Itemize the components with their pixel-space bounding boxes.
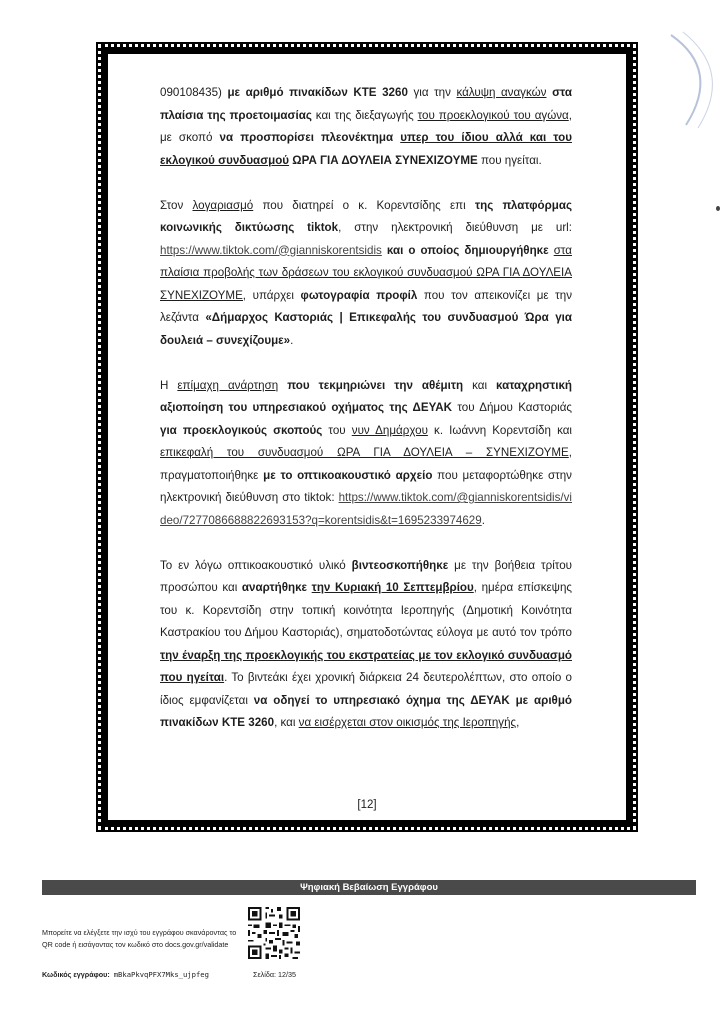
text-span: Στον (160, 198, 193, 212)
text-span: που ηγείται. (477, 153, 542, 167)
text-span: στα πλαίσια της προετοιμασίας (160, 86, 572, 122)
text-span: να προσπορίσει πλεονέκτημα (219, 131, 394, 144)
text-span: . Το βιντεάκι έχει χρονική διάρκεια 24 δευτερολέπτων, στο οποίο ο ίδιος εμφανίζεται (160, 671, 572, 707)
document-code-label: Κωδικός εγγράφου: (42, 970, 110, 979)
text-span: Η (160, 378, 178, 392)
text-span: της πλατφόρμας κοινωνικής δικτύωσης tiktok (160, 198, 572, 234)
document-code (42, 970, 209, 979)
text-span: να εισέρχεται στον οικισμός της Ιεροπηγής (298, 716, 517, 729)
page-border-frame (96, 42, 638, 832)
text-span: επίμαχη ανάρτηση (177, 378, 279, 392)
text-span: για προεκλογικούς σκοπούς (160, 423, 323, 437)
document-code-value: mBkaPkvqPFX7Mks_ujpfeg (113, 970, 209, 979)
paragraph-4 (160, 555, 572, 735)
text-span: Το εν λόγω οπτικοακουστικό υλικό (160, 558, 352, 572)
text-span: με το οπτικοακουστικό αρχείο (263, 468, 433, 482)
paragraph-2 (160, 195, 572, 353)
document-text (160, 82, 572, 757)
text-span: κ. Ιωάννη Κορεντσίδη και (427, 423, 573, 437)
text-span: του προεκλογικού του αγώνα (417, 108, 569, 122)
text-span: με αριθμό πινακίδων ΚΤΕ 3260 (227, 86, 408, 99)
text-span: υπερ του ίδιου αλλά και του εκλογικού συνδυασμού (160, 131, 572, 167)
text-span: βιντεοσκοπήθηκε (351, 558, 449, 572)
text-span: με την βοήθεια τρίτου προσώπου και (160, 558, 572, 594)
text-span: επικεφαλή του συνδυασμού ΩΡΑ ΓΙΑ ΔΟΥΛΕΙΑ – ΣΥΝΕΧΙΖΟΥΜΕ (160, 446, 569, 459)
text-span: καταχρηστική αξιοποίηση του υπηρεσιακού οχήματος της ΔΕΥΑΚ (160, 378, 572, 414)
text-span: 090108435) (160, 86, 228, 99)
tiktok-profile-link[interactable]: https://www.tiktok.com/@gianniskorentsidis (160, 243, 382, 257)
verification-instructions: Μπορείτε να ελέγξετε την ισχύ του εγγράφου σκανάροντας το QR code ή εισάγοντας τον κωδικό στο docs.gov.gr/validate (42, 928, 237, 949)
text-span: , ημέρα επίσκεψης του κ. Κορεντσίδη στην τοπική κοινότητα Ιεροπηγής (Δημοτική Κοινότητα Καστρακίου του Δήμου Καστοριάς), σηματοδοτώντας εύλογα με αυτό τον τρόπο (160, 581, 572, 639)
text-span: , στην ηλεκτρονική διεύθυνση με url: (338, 221, 572, 234)
text-span: που μεταφορτώθηκε στην ηλεκτρονική διεύθυνση στο tiktok: (160, 468, 572, 504)
paragraph-3 (160, 375, 572, 533)
qr-code[interactable] (246, 905, 302, 961)
page-count: Σελίδα: 12/35 (253, 970, 296, 979)
text-span: . (481, 513, 485, 527)
text-span: νυν Δημάρχου (351, 423, 428, 437)
page-body (108, 54, 626, 820)
text-span: «Δήμαρχος Καστοριάς | Επικεφαλής του συνδυασμού Ώρα για δουλειά – συνεχίζουμε» (160, 311, 573, 347)
text-span: και ο οποίος δημιουργήθηκε (386, 243, 549, 257)
text-span: να οδηγεί το υπηρεσιακό όχημα της ΔΕΥΑΚ με αριθμό πινακίδων ΚΤΕ 3260 (160, 693, 572, 729)
text-span: που τον απεικονίζει με την λεζάντα (160, 288, 573, 324)
paragraph-1 (160, 82, 572, 172)
page-number: [12] (357, 799, 377, 811)
text-span: κάλυψη αναγκών (456, 86, 547, 99)
text-span: , με σκοπό (160, 108, 572, 144)
verification-bar: Ψηφιακή Βεβαίωση Εγγράφου (42, 880, 696, 895)
text-span: του (322, 423, 352, 437)
text-span: αναρτήθηκε (241, 581, 312, 594)
text-span: για την (407, 86, 457, 99)
text-span: φωτογραφία προφίλ (300, 288, 418, 302)
text-span: , πραγματοποιήθηκε (160, 446, 572, 482)
text-span: και (463, 378, 496, 392)
text-span: . (290, 333, 294, 347)
text-span (278, 379, 287, 392)
partial-stamp-mark (661, 30, 727, 130)
scan-speck (716, 206, 720, 211)
text-span: και της διεξαγωγής (311, 108, 418, 122)
text-span: την Κυριακή 10 Σεπτεμβρίου (311, 581, 474, 594)
text-span: την έναρξη της προεκλογικής του εκστρατείας με τον εκλογικό συνδυασμό που ηγείται (160, 648, 572, 684)
text-span: , (516, 716, 520, 729)
text-span: , και (274, 716, 299, 729)
text-span: που διατηρεί ο κ. Κορεντσίδης επι (253, 198, 475, 212)
tiktok-video-link[interactable]: https://www.tiktok.com/@gianniskorentsidis/video/7277086688822693153?q=korentsidis&t=1695233974629 (160, 491, 572, 527)
text-span: υπάρχει (246, 288, 301, 302)
text-span: ΩΡΑ ΓΙΑ ΔΟΥΛΕΙΑ ΣΥΝΕΧΙΖΟΥΜΕ (292, 153, 478, 167)
text-span: που τεκμηριώνει την αθέμιτη (287, 378, 464, 392)
text-span: στα πλαίσια προβολής των δράσεων του εκλογικού συνδυασμού ΩΡΑ ΓΙΑ ΔΟΥΛΕΙΑ ΣΥΝΕΧΙΖΟΥΜΕ, (160, 243, 572, 302)
text-span: του Δήμου Καστοριάς (452, 401, 572, 414)
text-span: λογαριασμό (192, 198, 254, 212)
